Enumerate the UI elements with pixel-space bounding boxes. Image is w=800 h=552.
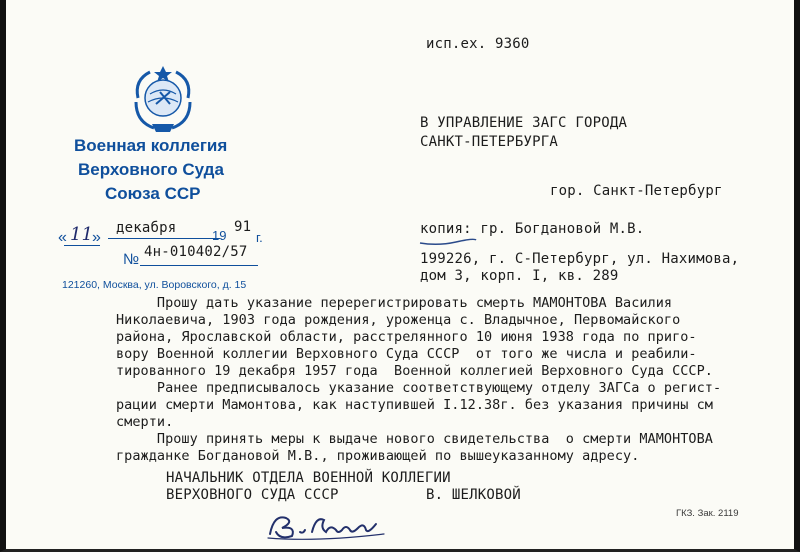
body-line: Прошу дать указание перерегистрировать смерть МАМОНТОВА Василия [116,295,673,311]
date-month-underline [108,238,220,239]
state-emblem-icon [120,58,206,136]
date-g: г. [256,230,263,245]
number-underline [140,265,258,266]
body-line: района, Ярославской области, расстрелянного 10 июня 1938 года по приго- [116,329,697,345]
body-line: Прошу принять меры к выдаче нового свидетельства о смерти МАМОНТОВА [116,431,713,447]
date-day: 11 [70,224,93,245]
date-year-suffix: 91 [234,219,252,235]
body-line: Николаевича, 1903 года рождения, уроженца с. Владычное, Первомайского [116,312,681,328]
date-day-underline [64,245,100,246]
addressee-city: гор. Санкт-Петербург [550,183,723,199]
body-line: рации смерти Мамонтова, как наступившей I.12.38г. без указания причины см [116,397,713,413]
copy-line2: 199226, г. С-Петербург, ул. Нахимова, [420,251,740,267]
print-mark: ГКЗ. Зак. 2119 [676,508,739,519]
body-line: Ранее предписывалось указание соответствующему отделу ЗАГСа о регист- [116,380,722,396]
org-name-line1: Военная коллегия [74,136,228,155]
date-year-prefix: 19 [212,228,227,243]
handwritten-signature [266,508,390,542]
signatory-name: В. ШЕЛКОВОЙ [426,487,521,503]
document-number: 4н-010402/57 [144,244,248,260]
date-month: декабря [116,220,177,236]
body-line: тированного 19 декабря 1957 года Военной коллегией Верховного Суда СССР. [116,363,713,379]
copy-underline-mark [418,236,478,248]
signatory-title-line1: НАЧАЛЬНИК ОТДЕЛА ВОЕННОЙ КОЛЛЕГИИ [166,470,451,486]
reference-number: исп.ех. 9360 [426,36,530,52]
copy-line1: копия: гр. Богдановой М.В. [420,221,645,237]
body-line: гражданке Богдановой М.В., проживающей по вышеуказанному адресу. [116,448,640,464]
number-sign: № [123,251,140,268]
date-open-quote: « [58,229,67,246]
org-name-line3: Союза ССР [105,184,201,203]
body-line: вору Военной коллегии Верховного Суда СССР от того же числа и реабили- [116,346,697,362]
date-close-quote: » [92,229,101,246]
org-address: 121260, Москва, ул. Воровского, д. 15 [62,279,247,291]
body-line: смерти. [116,414,174,430]
addressee-line1: В УПРАВЛЕНИЕ ЗАГС ГОРОДА [420,115,628,131]
signatory-title-line2: ВЕРХОВНОГО СУДА СССР [166,487,339,503]
org-name-line2: Верховного Суда [78,160,224,179]
copy-line3: дом 3, корп. I, кв. 289 [420,268,619,284]
addressee-line2: САНКТ-ПЕТЕРБУРГА [420,134,559,150]
